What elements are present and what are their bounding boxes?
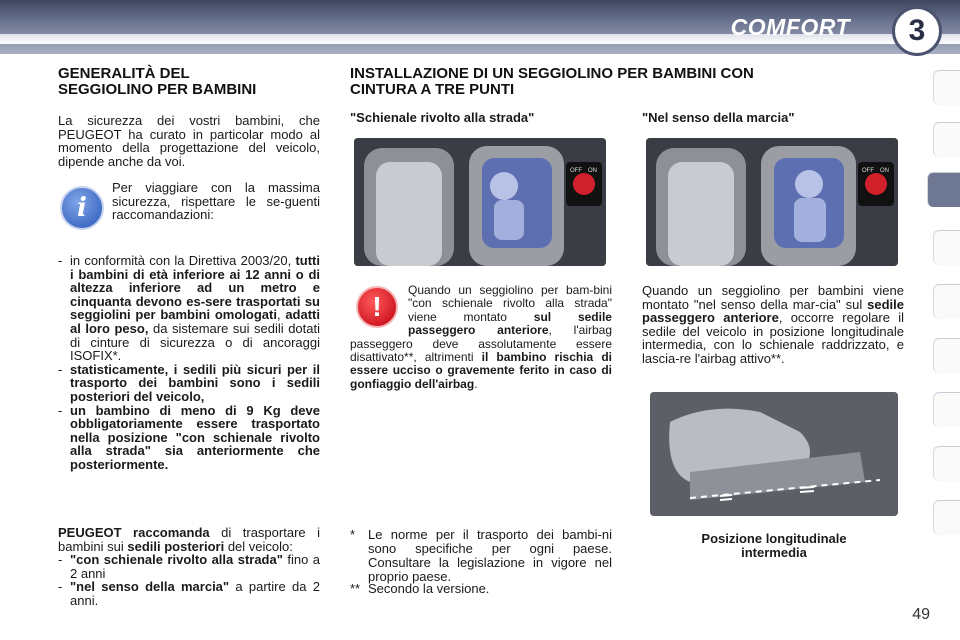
airbag-off-label: OFF (570, 168, 582, 174)
section-title: COMFORT (730, 14, 850, 40)
side-tab-8[interactable] (933, 446, 960, 481)
warning-icon: ! (356, 286, 398, 328)
side-tab-active[interactable] (927, 172, 960, 207)
install-heading (350, 66, 870, 98)
peugeot-recommendation (58, 526, 320, 608)
forward-facing-seat-illustration (646, 138, 898, 266)
airbag-on-label: ON (588, 168, 597, 174)
install-heading-line2: CINTURA A TRE PUNTI (350, 81, 515, 98)
info-icon: i (60, 186, 104, 230)
airbag-warning: Quando un seggiolino per bam-bini "con schienale rivolto alla strada" viene montato sul sedile passeggero anteriore, l'airbag passeggero deve assolutamente essere disattivato**, altrimenti il bambino rischia di essere ucciso o gravemente ferito in caso di gonfiaggio dell'airbag. (350, 283, 612, 391)
footnote-1: * Le norme per il trasporto dei bambi-ni sono specifiche per ogni paese. Consultare la legislazione in vigore nel proprio paese. (350, 527, 612, 584)
list-item: - "nel senso della marcia" a partire da 2 anni. (58, 579, 320, 608)
chapter-side-tabs (928, 70, 960, 580)
page-header (0, 0, 960, 54)
intro-paragraph: La sicurezza dei vostri bambini, che PEUGEOT ha curato in particolar modo al momento della progettazione del veicolo, dipende anche da voi. (58, 113, 320, 169)
seat-position-caption: Posizione longitudinale intermedia (701, 531, 847, 560)
chapter-number-badge: 3 (892, 6, 942, 56)
side-tab-6[interactable] (933, 338, 960, 373)
rear-facing-subheading: "Schienale rivolto alla strada" (350, 110, 535, 125)
rear-facing-seat-illustration (354, 138, 606, 266)
forward-facing-text: Quando un seggiolino per bambini viene montato "nel senso della mar-cia" sul sedile passeggero anteriore, occorre regolare il sedile del veicolo in posizione longitudinale intermedia, con lo schienale raddrizzato, e lascia-re l'airbag attivo**. (642, 283, 904, 366)
page-number: 49 (912, 606, 930, 623)
forward-facing-seat-photo (646, 138, 898, 266)
side-tab-5[interactable] (933, 284, 960, 319)
info-text: Per viaggiare con la massima sicurezza, rispettare le se-guenti raccomandazioni: (112, 180, 320, 223)
left-heading (58, 66, 320, 98)
footnote-2: ** Secondo la versione. (350, 581, 490, 596)
left-heading-line1: GENERALITÀ DEL (58, 65, 190, 82)
list-item: - statisticamente, i sedili più sicuri per il trasporto dei bambini sono i sedili posteriori del veicolo, (58, 361, 320, 404)
left-heading-line2: SEGGIOLINO PER BAMBINI (58, 81, 257, 98)
side-tab-2[interactable] (933, 122, 960, 157)
install-heading-line1: INSTALLAZIONE DI UN SEGGIOLINO PER BAMBINI CON (350, 65, 754, 82)
recommendation-list (58, 254, 320, 472)
side-tab-9[interactable] (933, 500, 960, 535)
list-item: - un bambino di meno di 9 Kg deve obbligatoriamente essere trasportato nella posizione "con schienale rivolto alla strada" sia anteriormente che posteriormente. (58, 402, 320, 472)
airbag-off-label: OFF (862, 168, 874, 174)
seat-position-photo (650, 392, 898, 516)
side-tab-7[interactable] (933, 392, 960, 427)
airbag-on-label: ON (880, 168, 889, 174)
left-column (58, 66, 320, 168)
rear-facing-seat-photo (354, 138, 606, 266)
side-tab-4[interactable] (933, 230, 960, 265)
reco-intro: PEUGEOT raccomanda di trasportare i bambini sui sedili posteriori del veicolo: (58, 525, 320, 554)
seat-position-illustration (650, 392, 898, 516)
side-tab-1[interactable] (933, 70, 960, 105)
list-item: - "con schienale rivolto alla strada" fino a 2 anni (58, 552, 320, 581)
forward-facing-subheading: "Nel senso della marcia" (642, 110, 795, 125)
list-item: - in conformità con la Direttiva 2003/20, tutti i bambini di età inferiore ai 12 anni o di altezza inferiore ad un metro e cinquanta devono es-sere trasportati su seggiolini per bambini omologati, adatti al loro peso, da sistemare sui sedili dotati di cinture di sicurezza o di ancoraggi ISOFIX*. (58, 253, 320, 364)
